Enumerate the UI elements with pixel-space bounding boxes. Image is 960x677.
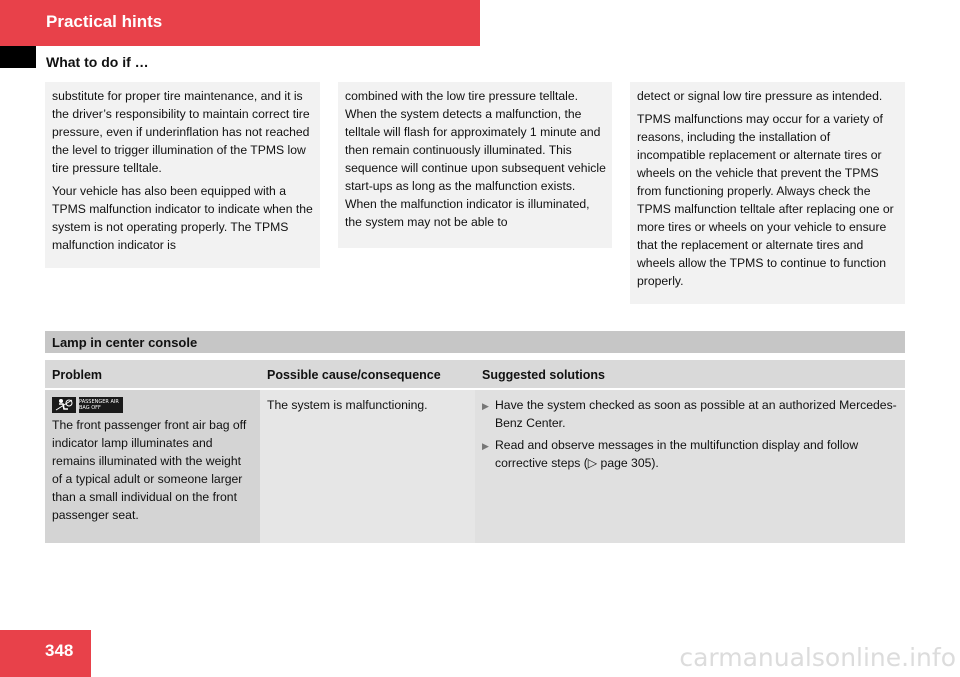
paragraph: combined with the low tire pressure telltale. When the system detects a malfunction, the telltale will flash for approximately 1 minute and then remain continuously illuminated. This sequence will continue upon subsequent vehicle start-ups as long as the malfunction exists. When the malfunction indicator is illuminated, the system may not be able to bbox=[345, 89, 606, 229]
indicator-lamp-icons bbox=[52, 396, 254, 414]
column-header-solutions: Suggested solutions bbox=[482, 368, 605, 382]
section-tab-marker bbox=[0, 46, 36, 68]
page-section-title: Practical hints bbox=[46, 12, 163, 31]
airbag-icon bbox=[52, 397, 76, 413]
text-column-1 bbox=[45, 82, 320, 268]
solution-item bbox=[482, 436, 899, 472]
paragraph: substitute for proper tire maintenance, and it is the driver’s responsibility to maintain correct tire pressure, even if underinflation has not reached the level to trigger illumination of the TPMS low tire pressure telltale. bbox=[52, 89, 310, 175]
text-column-2 bbox=[338, 82, 612, 248]
solution-text: Read and observe messages in the multifunction display and follow corrective steps (▷ page 305). bbox=[495, 438, 859, 470]
solution-item bbox=[482, 396, 899, 432]
cause-text: The system is malfunctioning. bbox=[267, 398, 428, 412]
paragraph: Your vehicle has also been equipped with a TPMS malfunction indicator to indicate when the system is not operating properly. The TPMS malfunction indicator is bbox=[52, 184, 313, 252]
text-column-3 bbox=[630, 82, 905, 304]
problem-cell bbox=[45, 390, 260, 543]
column-header-cause: Possible cause/consequence bbox=[267, 368, 441, 382]
bullet-arrow-icon: ▶ bbox=[482, 401, 489, 411]
table-row bbox=[45, 390, 905, 543]
passenger-airbag-off-icon: PASSENGER AIR BAG OFF bbox=[79, 397, 123, 413]
page-subtitle: What to do if … bbox=[46, 54, 149, 70]
troubleshooting-table bbox=[45, 360, 905, 543]
paragraph: detect or signal low tire pressure as intended. bbox=[637, 89, 883, 103]
table-header-row bbox=[45, 360, 905, 388]
bullet-arrow-icon: ▶ bbox=[482, 441, 489, 451]
paragraph: TPMS malfunctions may occur for a variety of reasons, including the installation of incompatible replacement or alternate tires or wheels on the vehicle that prevent the TPMS from functioning properly. Always check the TPMS malfunction telltale after replacing one or more tires or wheels on your vehicle to ensure that the replacement or alternate tires and wheels allow the TPMS to continue to function properly. bbox=[637, 112, 894, 288]
watermark: carmanualsonline.info bbox=[679, 643, 956, 672]
solution-text: Have the system checked as soon as possible at an authorized Mercedes-Benz Center. bbox=[495, 398, 897, 430]
column-header-problem: Problem bbox=[52, 368, 103, 382]
page-number: 348 bbox=[45, 641, 74, 660]
solutions-cell bbox=[475, 390, 905, 543]
cause-cell bbox=[260, 390, 475, 543]
problem-text: The front passenger front air bag off indicator lamp illuminates and remains illuminated with the weight of a typical adult or someone larger than a small individual on the front passenger seat. bbox=[52, 418, 247, 522]
table-section-title: Lamp in center console bbox=[45, 331, 905, 353]
